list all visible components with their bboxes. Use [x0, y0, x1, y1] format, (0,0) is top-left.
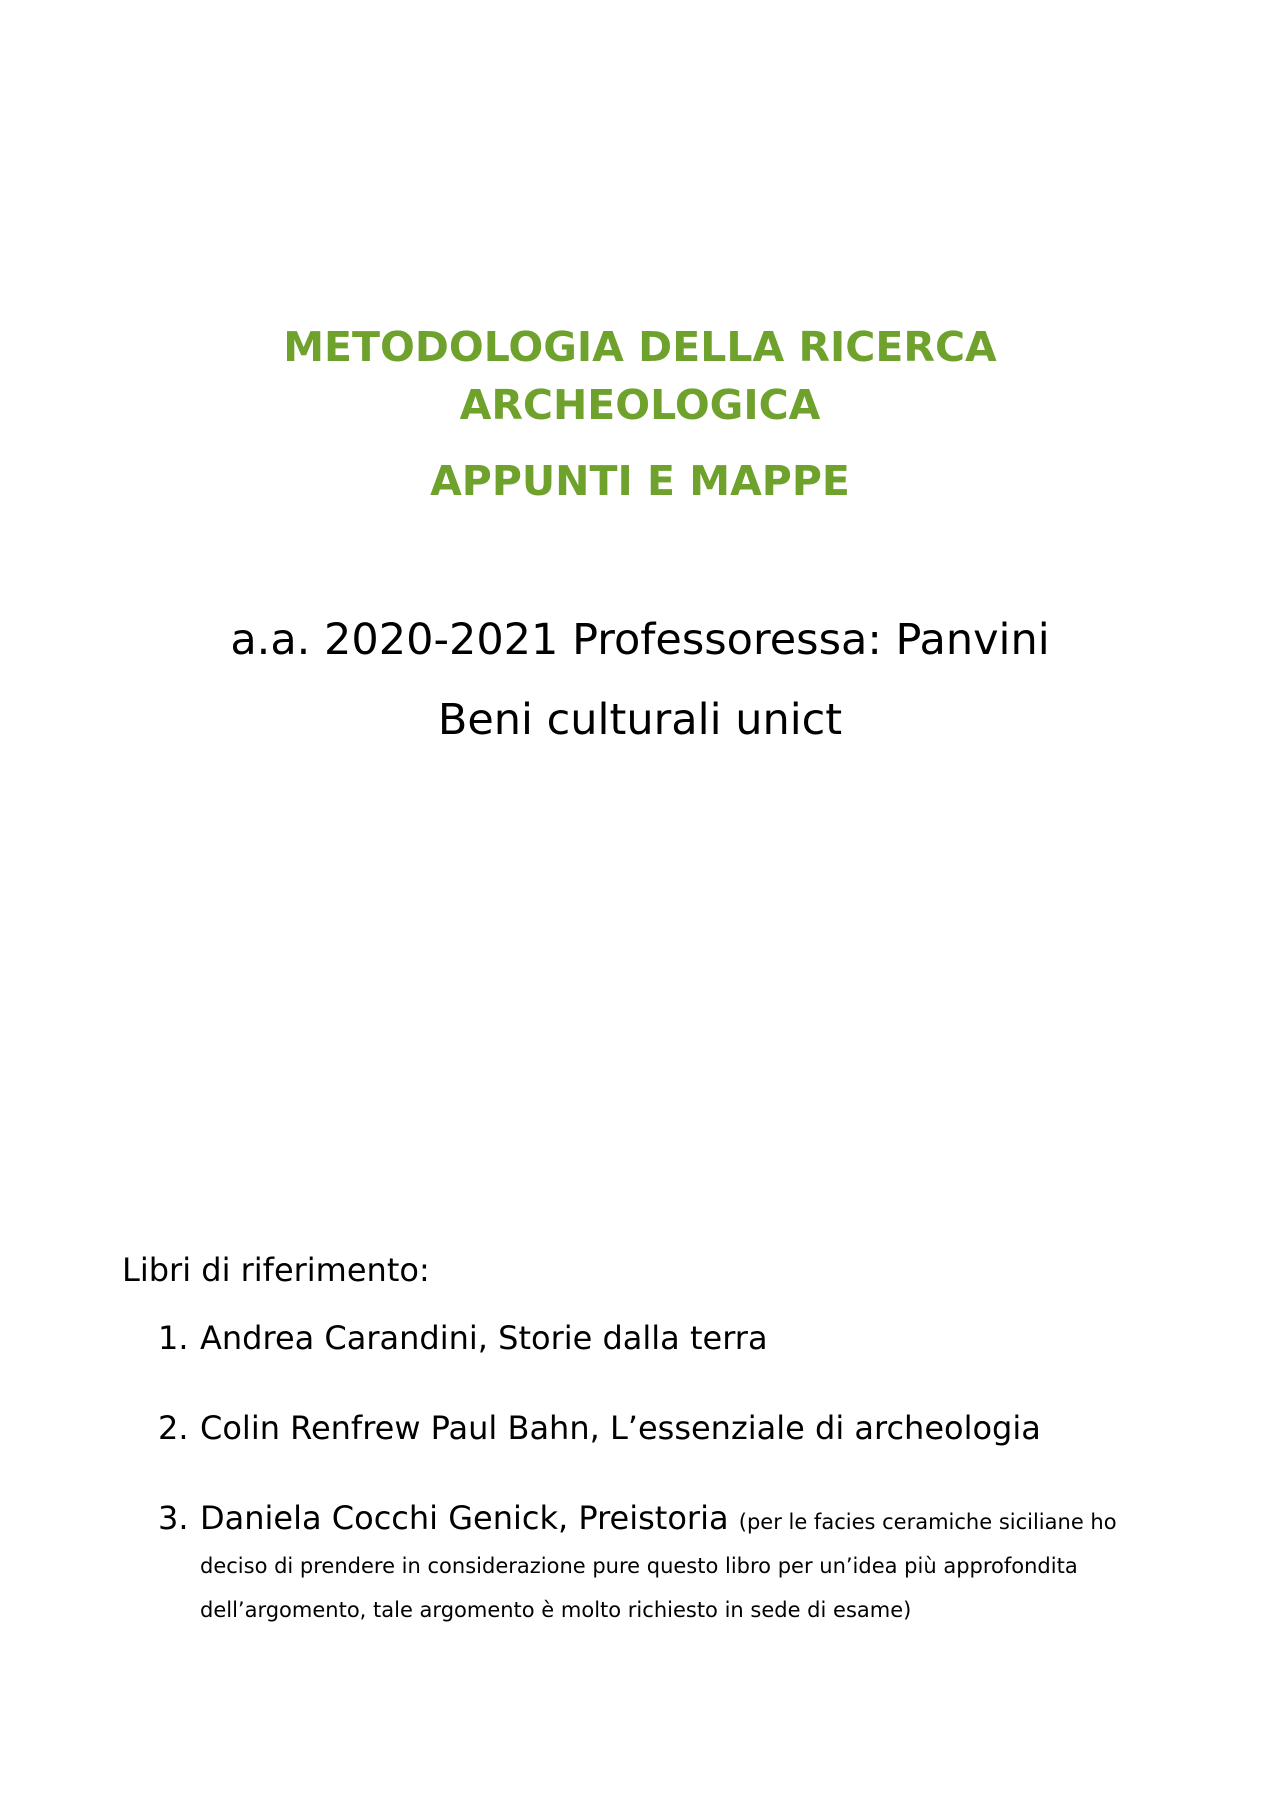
- references-heading: Libri di riferimento:: [122, 1251, 430, 1289]
- document-title-line-1: METODOLOGIA DELLA RICERCA: [283, 323, 997, 371]
- course-info-block: [0, 610, 1280, 750]
- list-item: [122, 1406, 1162, 1450]
- list-item: [122, 1496, 1162, 1628]
- list-item-text: Andrea Carandini, Storie dalla terra: [200, 1319, 768, 1357]
- academic-year-professor: a.a. 2020-2021 Professoressa: Panvini: [230, 615, 1050, 665]
- document-title-block: [0, 318, 1280, 510]
- references-section: [122, 1248, 1162, 1628]
- list-item: [122, 1316, 1162, 1360]
- list-item-number: 3.: [158, 1499, 189, 1537]
- document-title-line-2: ARCHEOLOGICA: [459, 381, 821, 429]
- document-subtitle: APPUNTI E MAPPE: [430, 457, 850, 505]
- list-item-text: Colin Renfrew Paul Bahn, L’essenziale di archeologia: [200, 1409, 1041, 1447]
- list-item-number: 2.: [158, 1409, 189, 1447]
- course-name: Beni culturali unict: [437, 695, 843, 745]
- list-item-text: Daniela Cocchi Genick, Preistoria: [200, 1499, 729, 1537]
- references-list: [122, 1316, 1162, 1628]
- list-item-note: (per le facies ceramiche siciliane ho deciso di prendere in considerazione pure questo libro per un’idea più approfondita dell’argomento, tale argomento è molto richiesto in sede di esame): [200, 1510, 1117, 1622]
- list-item-number: 1.: [158, 1319, 189, 1357]
